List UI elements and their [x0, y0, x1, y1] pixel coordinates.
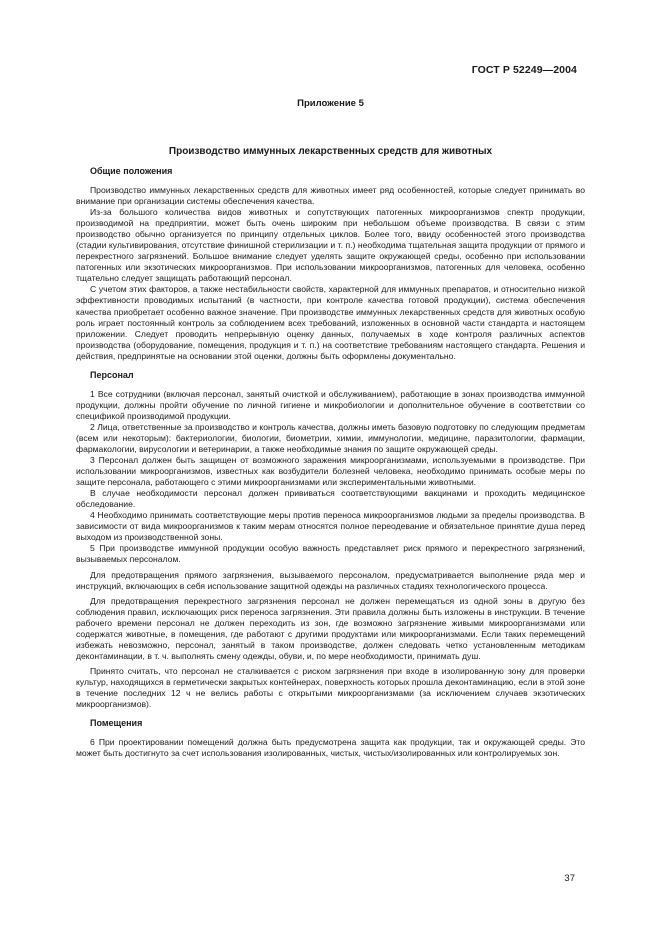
- standard-code: ГОСТ Р 52249—2004: [471, 64, 577, 76]
- paragraph: С учетом этих факторов, а также нестабильности свойств, характерной для иммунных препаратов, и относительно низкой эффективности проводимых испытаний (в частности, при контроле качества готовой продукции), система обеспечения качества приобретает особенно важное значение. При производстве иммунных лекарственных средств для животных особую роль играет постоянный контроль за соблюдением всех требований, изложенных в основной части стандарта и настоящем приложении. Следует проводить непрерывную оценку данных, получаемых в ходе контроля различных аспектов производства (оборудование, помещения, продукция и т. п.) на соответствие требованиям настоящего стандарта. Решения и действия, предпринятые на основании этой оценки, должны быть оформлены документально.: [76, 284, 585, 361]
- document-body: [76, 164, 585, 759]
- document-title: Производство иммунных лекарственных средств для животных: [168, 146, 493, 157]
- paragraph: В случае необходимости персонал должен прививаться соответствующими вакцинами и проходить медицинское обследование.: [76, 488, 585, 510]
- section-heading-general: Общие положения: [90, 166, 173, 176]
- paragraph: 3 Персонал должен быть защищен от возможного заражения микроорганизмами, используемыми в производстве. При использовании микроорганизмов, известных как возбудители болезней человека, необходимо принимать особые меры по защите персонала, работающего с этими микроорганизмами или экспериментальными животными.: [76, 455, 585, 488]
- paragraph: Производство иммунных лекарственных средств для животных имеет ряд особенностей, которые следует принимать во внимание при организации системы обеспечения качества.: [76, 185, 585, 207]
- paragraph: 6 При проектировании помещений должна быть предусмотрена защита как продукции, так и окружающей среды. Это может быть достигнуто за счет использования изолированных, чистых, чистых/изолированных или контролируемых зон.: [76, 737, 585, 759]
- appendix-label: Приложение 5: [297, 98, 364, 109]
- paragraph: 1 Все сотрудники (включая персонал, занятый очисткой и обслуживанием), работающие в зонах производства иммунной продукции, должны пройти обучение по личной гигиене и микробиологии и дополнительное обучение в соответствии со спецификой производимой продукции.: [76, 388, 585, 421]
- paragraph: 2 Лица, ответственные за производство и контроль качества, должны иметь базовую подготовку по следующим предметам (всем или некоторым): бактериологии, биологии, биометрии, химии, иммунологии, медицине, паразитологии, фармации, фармакологии, вирусологии и ветеринарии, а также необходимые знания по защите окружающей среды.: [76, 421, 585, 454]
- paragraph: 5 При производстве иммунной продукции особую важность представляет риск прямого и перекрестного загрязнений, вызываемых персоналом.: [76, 543, 585, 565]
- section-heading-personnel: Персонал: [90, 369, 134, 380]
- paragraph: Из-за большого количества видов животных и сопутствующих патогенных микроорганизмов спектр продукции, производимой на предприятии, может быть очень широким при небольшом объеме производства. В связи с этим производство обычно организуется по принципу отдельных циклов. Более того, ввиду особенностей этого производства (стадии культивирования, отсутствие финишной стерилизации и т. п.) необходима тщательная защита продукции от прямого и перекрестного загрязнений. Большое внимание следует уделять защите окружающей среды, особенно при использовании патогенных или экзотических микроорганизмов. При использовании микроорганизмов, патогенных для человека, особенно тщательно следует защищать работающий персонал.: [76, 207, 585, 284]
- paragraph: Для предотвращения перекрестного загрязнения персонал не должен перемещаться из одной зоны в другую без соблюдения правил, исключающих риск переноса загрязнения. Эти правила должны быть изложены в инструкции. В течение рабочего времени персонал не должен переходить из зон, где возможно загрязнение живыми микроорганизмами или содержатся животные, в помещения, где работают с другими продуктами или микроорганизмами. Если таких перемещений избежать невозможно, персонал, занятый в таком производстве, должен следовать четко установленным методикам деконтаминации, в т. ч. выполнять смену одежды, обуви, и, по мере необходимости, принимать душ.: [76, 595, 585, 661]
- section-heading-premises: Помещения: [90, 718, 143, 729]
- paragraph: Для предотвращения прямого загрязнения, вызываемого персоналом, предусматривается выполнение ряда мер и инструкций, включающих в себя использование защитной одежды на различных стадиях технологического процесса.: [76, 569, 585, 591]
- page-number: 37: [564, 873, 575, 884]
- paragraph: Принято считать, что персонал не сталкивается с риском загрязнения при входе в изолированную зону для проверки культур, находящихся в герметически закрытых контейнерах, поверхность которых прошла деконтаминацию, если в этой зоне в течение последних 12 ч не велись работы с открытыми микроорганизмами (за исключением случаев экзотических микроорганизмов).: [76, 665, 585, 710]
- paragraph: 4 Необходимо принимать соответствующие меры против переноса микроорганизмов людьми за пределы производства. В зависимости от вида микроорганизмов к таким мерам относятся полное переодевание и обязательное принятие душа перед выходом из производственной зоны.: [76, 510, 585, 543]
